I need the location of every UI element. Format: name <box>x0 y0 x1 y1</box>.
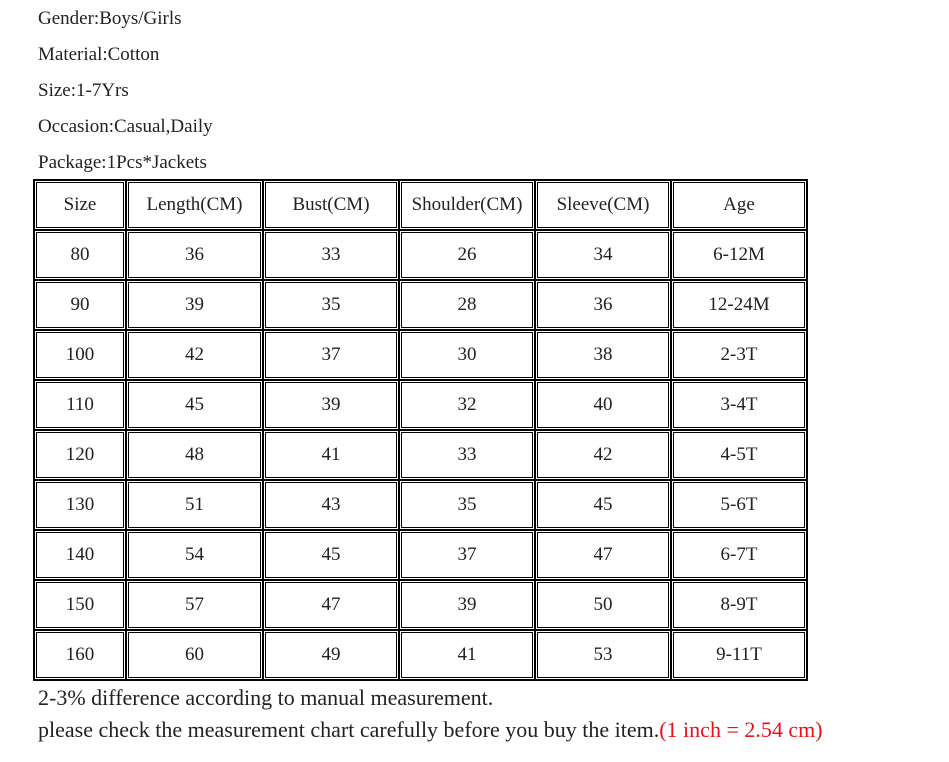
cell-length: 51 <box>126 480 263 530</box>
cell-bust: 39 <box>263 380 399 430</box>
cell-sleeve: 42 <box>535 430 671 480</box>
cell-sleeve: 50 <box>535 580 671 630</box>
table-row <box>34 330 807 380</box>
cell-size: 120 <box>34 430 126 480</box>
cell-bust: 43 <box>263 480 399 530</box>
cell-bust: 49 <box>263 630 399 680</box>
cell-length: 54 <box>126 530 263 580</box>
cell-bust: 35 <box>263 280 399 330</box>
table-row <box>34 580 807 630</box>
cell-age: 6-7T <box>671 530 807 580</box>
cell-sleeve: 38 <box>535 330 671 380</box>
cell-bust: 37 <box>263 330 399 380</box>
note-inch-conversion: (1 inch = 2.54 cm) <box>659 717 823 742</box>
note-check <box>38 717 823 743</box>
cell-size: 130 <box>34 480 126 530</box>
table-row <box>34 630 807 680</box>
cell-sleeve: 53 <box>535 630 671 680</box>
cell-sleeve: 34 <box>535 230 671 280</box>
table-row <box>34 380 807 430</box>
spec-package: Package:1Pcs*Jackets <box>38 152 207 173</box>
spec-material: Material:Cotton <box>38 44 160 65</box>
cell-bust: 33 <box>263 230 399 280</box>
cell-length: 45 <box>126 380 263 430</box>
cell-shoulder: 37 <box>399 530 535 580</box>
size-chart-table <box>33 179 808 681</box>
cell-length: 48 <box>126 430 263 480</box>
cell-age: 5-6T <box>671 480 807 530</box>
cell-age: 4-5T <box>671 430 807 480</box>
cell-shoulder: 39 <box>399 580 535 630</box>
cell-size: 160 <box>34 630 126 680</box>
table-row <box>34 230 807 280</box>
cell-sleeve: 36 <box>535 280 671 330</box>
cell-length: 36 <box>126 230 263 280</box>
cell-size: 90 <box>34 280 126 330</box>
cell-size: 150 <box>34 580 126 630</box>
cell-shoulder: 26 <box>399 230 535 280</box>
cell-shoulder: 32 <box>399 380 535 430</box>
table-row <box>34 530 807 580</box>
cell-shoulder: 35 <box>399 480 535 530</box>
header-size: Size <box>34 180 126 230</box>
cell-shoulder: 33 <box>399 430 535 480</box>
cell-size: 100 <box>34 330 126 380</box>
cell-shoulder: 28 <box>399 280 535 330</box>
cell-age: 6-12M <box>671 230 807 280</box>
cell-bust: 45 <box>263 530 399 580</box>
cell-shoulder: 30 <box>399 330 535 380</box>
cell-age: 8-9T <box>671 580 807 630</box>
note-difference: 2-3% difference according to manual measurement. <box>38 685 494 710</box>
cell-sleeve: 45 <box>535 480 671 530</box>
cell-length: 57 <box>126 580 263 630</box>
header-age: Age <box>671 180 807 230</box>
header-sleeve: Sleeve(CM) <box>535 180 671 230</box>
cell-age: 12-24M <box>671 280 807 330</box>
cell-size: 140 <box>34 530 126 580</box>
note-check-text: please check the measurement chart carefully before you buy the item. <box>38 717 660 742</box>
cell-sleeve: 47 <box>535 530 671 580</box>
spec-gender: Gender:Boys/Girls <box>38 8 182 29</box>
table-row <box>34 430 807 480</box>
cell-length: 42 <box>126 330 263 380</box>
spec-occasion: Occasion:Casual,Daily <box>38 116 213 137</box>
cell-length: 60 <box>126 630 263 680</box>
header-shoulder: Shoulder(CM) <box>399 180 535 230</box>
cell-bust: 41 <box>263 430 399 480</box>
cell-age: 3-4T <box>671 380 807 430</box>
cell-length: 39 <box>126 280 263 330</box>
header-length: Length(CM) <box>126 180 263 230</box>
cell-age: 2-3T <box>671 330 807 380</box>
cell-age: 9-11T <box>671 630 807 680</box>
cell-size: 110 <box>34 380 126 430</box>
header-bust: Bust(CM) <box>263 180 399 230</box>
table-row <box>34 280 807 330</box>
cell-sleeve: 40 <box>535 380 671 430</box>
cell-size: 80 <box>34 230 126 280</box>
spec-size: Size:1-7Yrs <box>38 80 129 101</box>
table-header-row <box>34 180 807 230</box>
cell-shoulder: 41 <box>399 630 535 680</box>
table-row <box>34 480 807 530</box>
cell-bust: 47 <box>263 580 399 630</box>
